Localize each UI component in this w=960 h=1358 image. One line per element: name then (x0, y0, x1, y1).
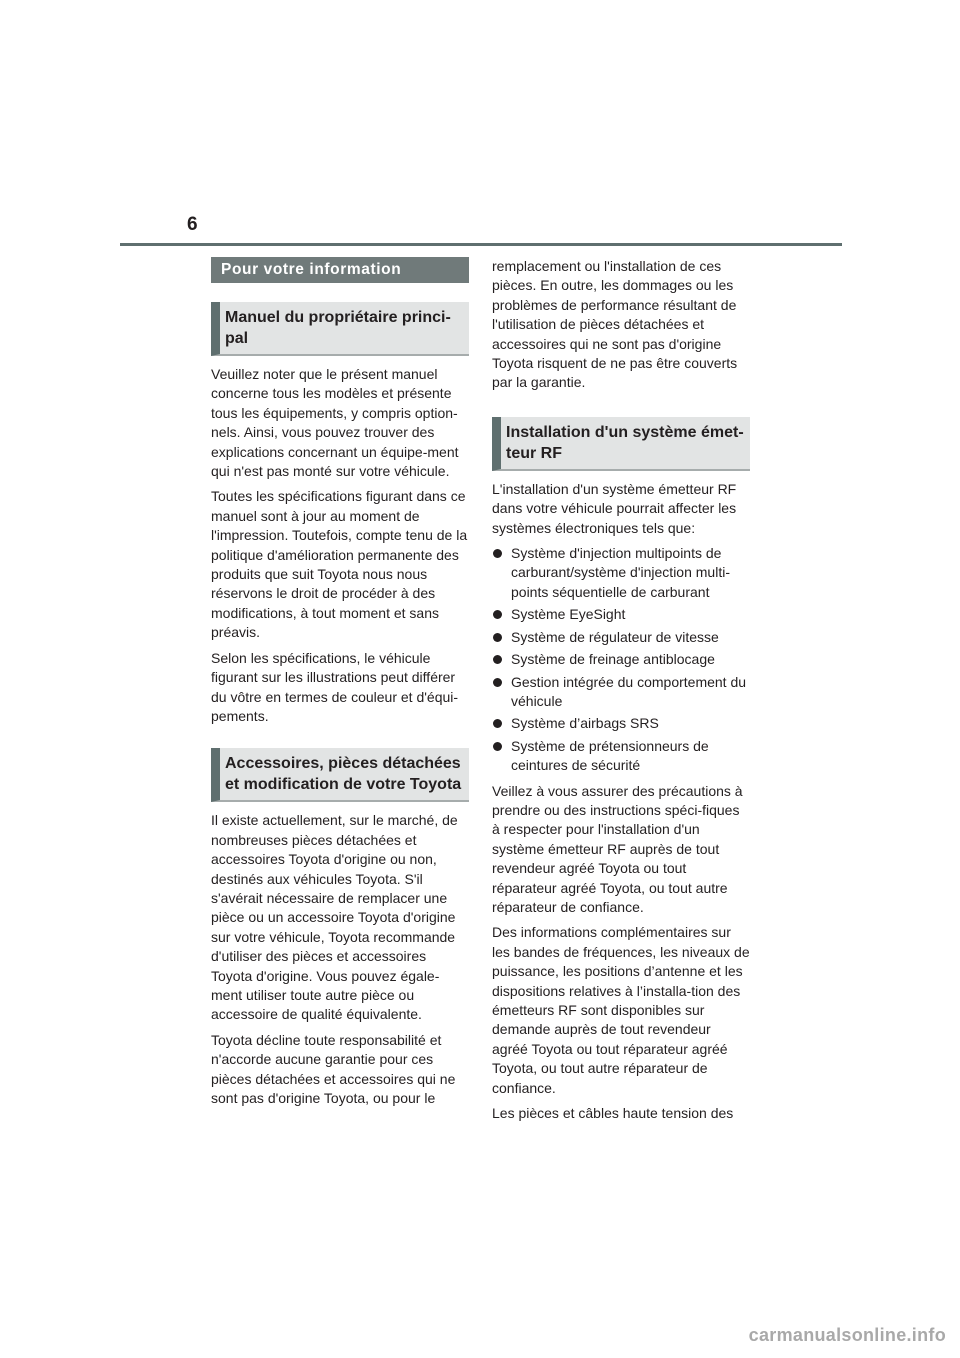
list-item: Système de régulateur de vitesse (492, 628, 750, 647)
bullet-icon (493, 742, 502, 751)
bullet-icon (493, 655, 502, 664)
rf-intro: L'installation d'un système émetteur RF dans votre véhicule pourrait affecter les systèmes électroniques tels que: (492, 480, 737, 536)
list-item: Système de freinage antiblocage (492, 650, 750, 669)
accessories-paragraph: Toyota décline toute responsabilité et n'accorde aucune garantie pour ces pièces détachées et accessoires qui ne sont pas d'origine Toyota, ou pour le (211, 1031, 456, 1106)
accessories-paragraph: Il existe actuellement, sur le marché, de nombreuses pièces détachées et accessoires Toyota d'origine ou non, destinés aux véhicules Toyota. S'il s'avérait nécessaire de remplacer une pièce ou un accessoire Toyota d'origine sur votre véhicule, Toyota recommande d'utiliser des pièces et accessoires Toyota d'origine. Vous pouvez égale-ment utiliser toute autre pièce ou accessoire de qualité équivalente. (211, 812, 458, 1023)
header-rule (120, 243, 842, 246)
manual-paragraph: Toutes les spécifications figurant dans ce manuel sont à jour au moment de l'impression. Toutefois, compte tenu de la politique d'amélioration permanente des produits que suit Toyota nous nous réservons le droit de procéder à des modifications, à tout moment et sans préavis. (211, 488, 468, 641)
accessories-heading: Accessoires, pièces détachées et modification de votre Toyota (211, 748, 469, 802)
section-title: Pour votre information (211, 257, 469, 283)
page-number: 6 (187, 214, 198, 235)
rf-paragraph: Veillez à vous assurer des précautions à prendre ou des instructions spéci-fiques à respecter pour l'installation d'un système émetteur RF auprès de tout revendeur agréé Toyota ou tout réparateur agréé Toyota, ou tout autre réparateur de confiance. (492, 782, 743, 915)
bullet-icon (493, 719, 502, 728)
manual-paragraph: Selon les spécifications, le véhicule figurant sur les illustrations peut différer du vôtre en termes de couleur et d'équi-pements. (211, 649, 459, 724)
right-column (492, 257, 750, 1129)
bullet-icon (493, 633, 502, 642)
rf-system-list (492, 544, 750, 775)
list-item: Système d’airbags SRS (492, 714, 750, 733)
watermark: carmanualsonline.info (748, 1325, 946, 1345)
list-item: Gestion intégrée du comportement du véhicule (492, 673, 750, 712)
rf-paragraph: Des informations complémentaires sur les bandes de fréquences, les niveaux de puissance, les positions d’antenne et les dispositions relatives à l’installa-tion des émetteurs RF sont disponibles sur demande auprès de tout revendeur agréé Toyota ou tout réparateur agréé Toyota, ou tout autre réparateur de confiance. (492, 924, 750, 1096)
manual-heading: Manuel du propriétaire princi-pal (211, 302, 469, 356)
bullet-icon (493, 549, 502, 558)
list-item: Système d'injection multipoints de carburant/système d'injection multi-points séquentielle de carburant (492, 544, 750, 602)
bullet-icon (493, 610, 502, 619)
rf-heading: Installation d'un système émet-teur RF (492, 417, 750, 471)
manual-paragraph: Veuillez noter que le présent manuel concerne tous les modèles et présente tous les équipements, y compris option-nels. Ainsi, vous pouvez trouver des explications concernant un équipe-ment qui n'est pas monté sur votre véhicule. (211, 366, 459, 480)
list-item: Système EyeSight (492, 605, 750, 624)
rf-paragraph: Les pièces et câbles haute tension des (492, 1105, 734, 1122)
left-column (211, 257, 469, 1114)
list-item: Système de prétensionneurs de ceintures de sécurité (492, 737, 750, 776)
bullet-icon (493, 678, 502, 687)
continuation-paragraph: remplacement ou l'installation de ces pièces. En outre, les dommages ou les problèmes de performance résultant de l'utilisation de pièces détachées et accessoires qui ne sont pas d'origine Toyota risquent de ne pas être couverts par la garantie. (492, 258, 738, 391)
